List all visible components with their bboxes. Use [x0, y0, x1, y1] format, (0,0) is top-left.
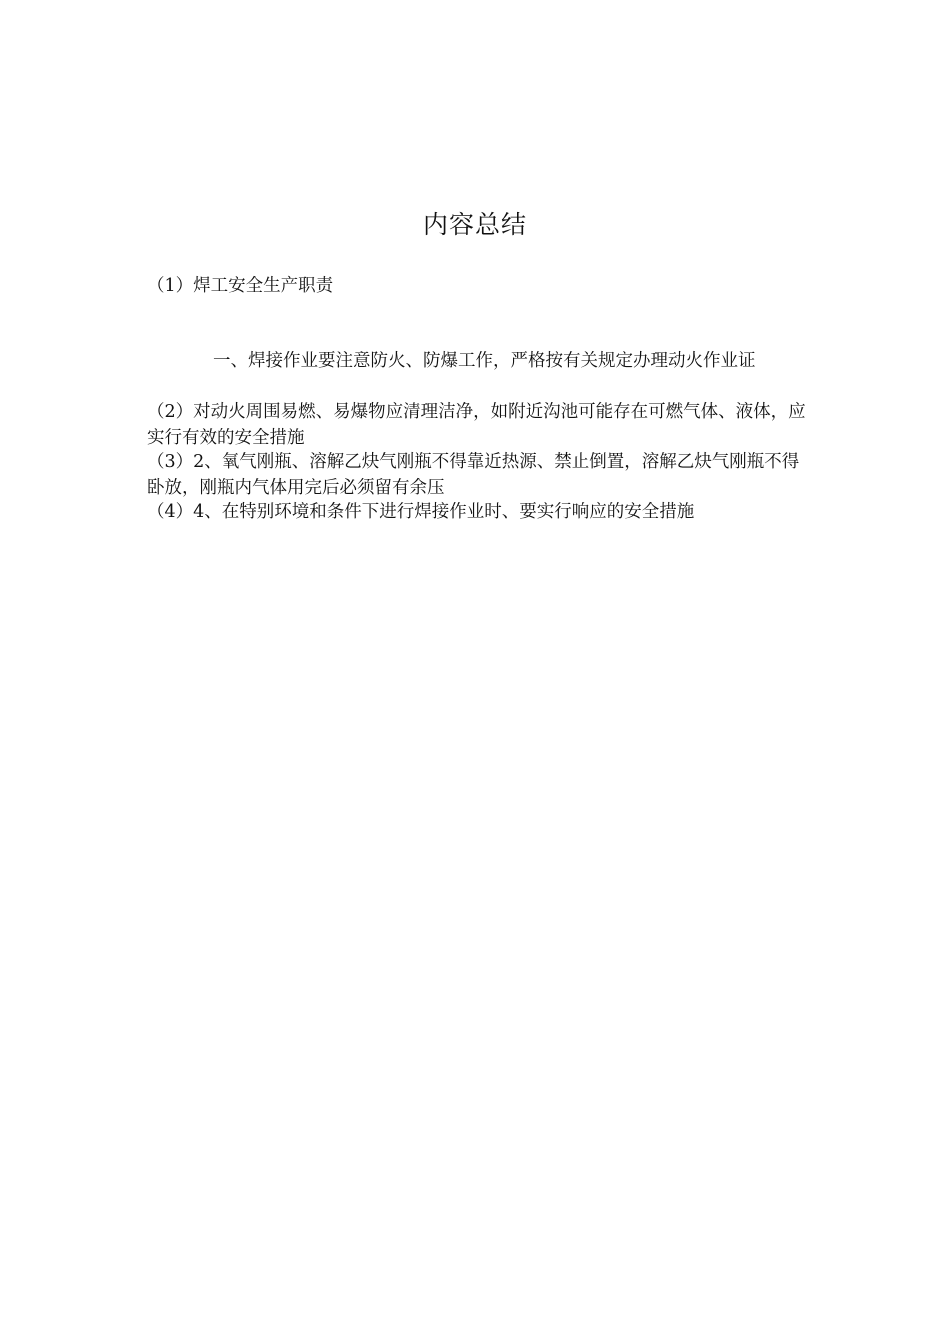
paragraph-2: （2）对动火周围易燃、易爆物应清理洁净，如附近沟池可能存在可燃气体、液体，应实行有效的安全措施: [147, 402, 806, 448]
paragraph-4: （4）4、在特别环境和条件下进行焊接作业时、要实行响应的安全措施: [147, 502, 695, 522]
page-title: 内容总结: [422, 210, 527, 239]
paragraph-3: （3）2、氧气刚瓶、溶解乙炔气刚瓶不得靠近热源、禁止倒置，溶解乙炔气刚瓶不得卧放，刚瓶内气体用完后必须留有余压: [147, 452, 800, 498]
paragraph-1: 一、焊接作业要注意防火、防爆工作，严格按有关规定办理动火作业证: [213, 351, 756, 371]
section-heading: （1）焊工安全生产职责: [147, 276, 334, 296]
